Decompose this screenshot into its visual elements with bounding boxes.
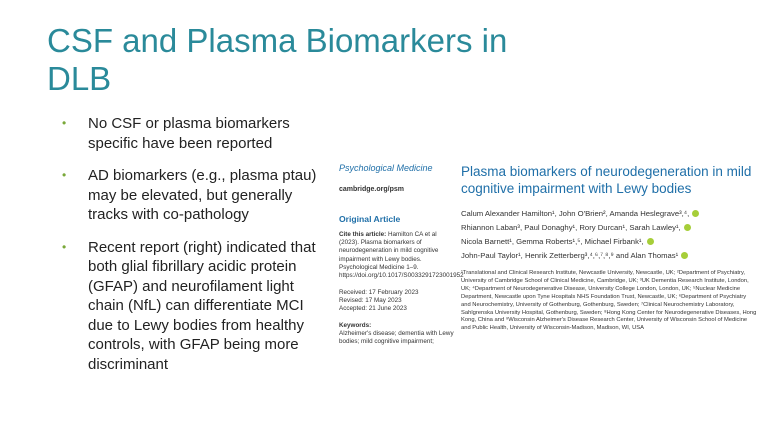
orcid-icon bbox=[684, 224, 691, 231]
author-line: Nicola Barnett¹, Gemma Roberts¹,⁵, Michael Firbank¹, bbox=[461, 235, 757, 249]
orcid-icon bbox=[647, 238, 654, 245]
keywords: Alzheimer's disease; dementia with Lewy bodies; mild cognitive impairment; bbox=[339, 329, 454, 346]
bullet-list bbox=[62, 114, 317, 387]
paper-main bbox=[461, 163, 757, 333]
slide-title: CSF and Plasma Biomarkers in DLB bbox=[47, 22, 508, 97]
received-date: Received: 17 February 2023 bbox=[339, 288, 419, 296]
author-line: John-Paul Taylor¹, Henrik Zetterberg³,⁴,⁶,⁷,⁸,⁹ and Alan Thomas¹ bbox=[461, 249, 757, 263]
revised-date: Revised: 17 May 2023 bbox=[339, 296, 402, 304]
cite-label: Cite this article: bbox=[339, 230, 387, 238]
bullet-item bbox=[62, 238, 317, 375]
journal-url: cambridge.org/psm bbox=[339, 186, 404, 194]
bullet-dot-icon: • bbox=[62, 239, 67, 254]
affiliations: ¹Translational and Clinical Research Institute, Newcastle University, Newcastle, UK; ²Department of Psychiatry, University of Cambridge School of Clinical Medicine, Cambridge, UK; ³UK Dementia Research Institute, London, UK; ⁴Department of Neurodegenerative Disease, University College London, London, UK; ⁵Nuclear Medicine Department, Newcastle upon Tyne Hospitals NHS Foundation Trust, Newcastle, UK; ⁶Department of Psychiatry and Neurochemistry, University of Gothenburg, Gothenburg, Sweden; ⁷Clinical Neurochemistry Laboratory, Sahlgrenska University Hospital, Gothenburg, Sweden; ⁸Hong Kong Center for Neurodegenerative Diseases, Hong Kong, China and ⁹Wisconsin Alzheimer's Disease Research Center, University of Wisconsin School of Medicine and Public Health, University of Wisconsin-Madison, Madison, WI, USA bbox=[461, 270, 757, 332]
bullet-dot-icon: • bbox=[62, 168, 67, 182]
accepted-date: Accepted: 21 June 2023 bbox=[339, 305, 407, 313]
author-list bbox=[461, 207, 757, 263]
orcid-icon bbox=[681, 252, 688, 259]
bullet-text: AD biomarkers (e.g., plasma ptau) may be elevated, but generally tracks with co-pathology bbox=[88, 167, 317, 223]
bullet-dot-icon: • bbox=[62, 116, 67, 130]
keywords-label: Keywords: bbox=[339, 321, 372, 329]
bullet-text: Recent report (right) indicated that both glial fibrillary acidic protein (GFAP) and neurofilament light chain (NfL) can differentiate MCI due to Lewy bodies from healthy controls, with GFAP being more discriminant bbox=[88, 238, 316, 373]
paper-sidebar bbox=[339, 163, 464, 346]
bullet-item bbox=[62, 114, 317, 153]
paper-title: Plasma biomarkers of neurodegeneration in mild cognitive impairment with Lewy bodies bbox=[461, 164, 752, 196]
citation bbox=[339, 230, 464, 281]
cite-text: Hamilton CA et al (2023). Plasma biomarkers of neurodegeneration in mild cognitive impairment with Lewy bodies. Psychological Medicine 1–9. https://doi.org/10.1017/S0033291723001952 bbox=[339, 230, 464, 280]
journal-name: Psychological Medicine bbox=[339, 163, 433, 173]
author-line: Calum Alexander Hamilton¹, John O'Brien², Amanda Heslegrave³,⁴, bbox=[461, 207, 757, 221]
author-line: Rhiannon Laban³, Paul Donaghy¹, Rory Durcan¹, Sarah Lawley¹, bbox=[461, 221, 757, 235]
bullet-item bbox=[62, 166, 317, 225]
orcid-icon bbox=[692, 210, 699, 217]
bullet-text: No CSF or plasma biomarkers specific have been reported bbox=[88, 115, 290, 152]
article-dates bbox=[339, 289, 455, 314]
article-type: Original Article bbox=[339, 213, 401, 224]
paper-screenshot bbox=[333, 150, 761, 350]
